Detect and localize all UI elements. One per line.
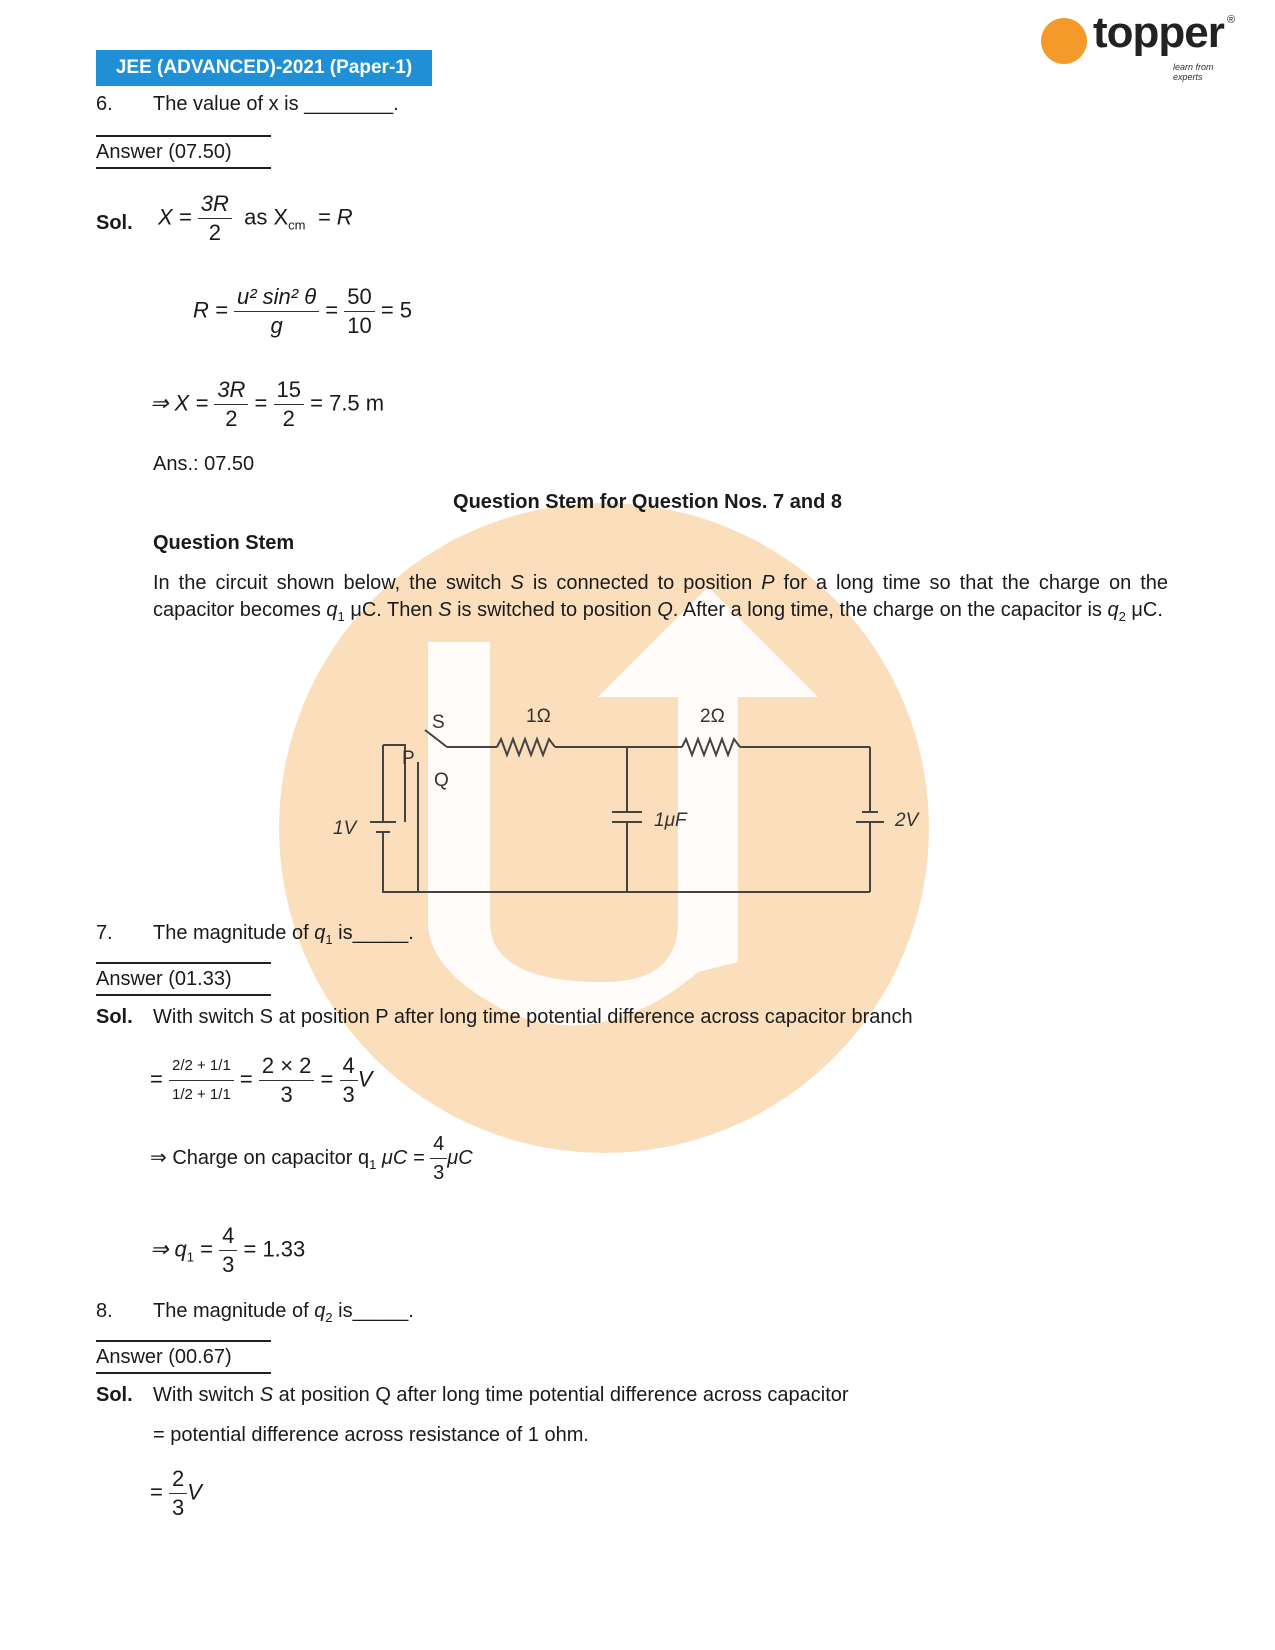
fraction — [344, 283, 374, 340]
label-p: P — [402, 748, 415, 769]
eq-text: ⇒ Charge on capacitor q — [150, 1146, 370, 1169]
label-s: S — [432, 712, 445, 733]
q8-sub: 2 — [325, 1310, 333, 1325]
q7-eq3 — [150, 1222, 305, 1279]
fraction — [430, 1130, 447, 1187]
stem-text: μC. Then — [344, 599, 439, 621]
numerator: 4 — [219, 1222, 237, 1251]
circuit-diagram — [300, 680, 940, 900]
q7-sol-label: Sol. — [96, 1006, 133, 1028]
logo-tagline: learn from experts — [1173, 62, 1214, 82]
divider — [96, 962, 271, 964]
stem-text: In the circuit shown below, the switch — [153, 572, 511, 594]
eq-text: = — [150, 1479, 163, 1505]
denominator: 2 — [208, 220, 221, 245]
q7-text — [153, 922, 414, 947]
eq-unit: V — [357, 1066, 373, 1092]
denominator: 3 — [222, 1252, 235, 1277]
eq-text: ⇒ X = — [150, 390, 209, 416]
q8-var: q — [314, 1300, 326, 1322]
q8-sol-line2: = potential difference across resistance of 1 ohm. — [153, 1424, 589, 1446]
q8-text — [153, 1300, 414, 1325]
numerator: u² sin² θ — [234, 283, 319, 312]
denominator: 10 — [347, 313, 372, 338]
q8-text-part: is_____. — [332, 1300, 414, 1322]
fraction — [259, 1052, 315, 1109]
numerator: 2 — [169, 1465, 187, 1494]
divider — [96, 994, 271, 996]
stem-sub: 1 — [337, 609, 345, 624]
q8-number: 8. — [96, 1300, 113, 1322]
stem-title: Question Stem for Question Nos. 7 and 8 — [453, 491, 842, 513]
eq-text: μC = — [381, 1146, 425, 1169]
q7-number: 7. — [96, 922, 113, 944]
q8-text-part: The magnitude of — [153, 1300, 315, 1322]
q8-eq — [150, 1465, 202, 1522]
q8-answer: Answer (00.67) — [96, 1346, 232, 1368]
q6-eq1 — [158, 190, 353, 247]
numerator: 50 — [344, 283, 374, 312]
denominator: 1/2 + 1/1 — [171, 1086, 231, 1103]
numerator: 4 — [340, 1052, 358, 1081]
wire — [383, 832, 418, 892]
stem-paragraph — [153, 570, 1168, 630]
q6-text: The value of x is ________. — [153, 93, 399, 115]
eq-unit: μC — [447, 1146, 473, 1169]
numerator: 3R — [198, 190, 232, 219]
stem-text: μC. — [1125, 599, 1163, 621]
logo-u-icon — [1041, 18, 1087, 64]
q7-sol-text: With switch S at position P after long time potential difference across capacitor branch — [153, 1006, 913, 1028]
eq-text: = 5 — [380, 297, 413, 323]
numerator: 3R — [214, 376, 248, 405]
label-cap: 1μF — [654, 810, 687, 831]
stem-text: for a long time so that the charge on the capacitor becomes — [153, 572, 1168, 621]
eq-sub: 1 — [186, 1249, 195, 1265]
denominator: g — [270, 313, 283, 338]
stem-var: P — [761, 572, 775, 594]
denominator: 3 — [171, 1495, 185, 1520]
logo-registered: ® — [1227, 14, 1236, 26]
numerator: 4 — [430, 1130, 447, 1159]
resistor-1ohm — [497, 739, 555, 755]
divider — [96, 1340, 271, 1342]
q8-sol-text — [153, 1384, 849, 1407]
label-r1: 1Ω — [526, 706, 551, 727]
q6-eq3: ⇒ X = $\frac{3R}{2}$ = $\frac{15}{2}$ = 7.5 m — [150, 377, 385, 431]
numerator: 2/2 + 1/1 — [169, 1052, 234, 1081]
q6-number: 6. — [96, 93, 113, 115]
eq-text: = R — [317, 204, 353, 230]
numerator: 2 × 2 — [259, 1052, 315, 1081]
stem-var: S — [510, 572, 524, 594]
stem-text: is connected to position — [523, 572, 762, 594]
q6-ans: Ans.: 07.50 — [153, 453, 255, 475]
fraction — [219, 1222, 237, 1279]
stem-text: is switched to position — [451, 599, 658, 621]
fraction — [169, 1052, 234, 1109]
denominator: 3 — [342, 1082, 355, 1107]
denominator: 3 — [433, 1162, 445, 1184]
q6-answer: Answer (07.50) — [96, 141, 232, 163]
stem-subtitle: Question Stem — [153, 532, 295, 554]
logo-text: topper — [1093, 8, 1224, 57]
fraction — [234, 283, 319, 340]
eq-sub: cm — [288, 217, 306, 233]
q7-var: q — [314, 922, 326, 944]
stem-sub: 2 — [1118, 609, 1126, 624]
label-v1: 1V — [333, 818, 357, 839]
numerator: 15 — [274, 376, 304, 405]
q7-eq1: = $\frac{2/2 + 1/1}{1/2 + 1/1}$ = $\frac{2 \times 2}{3}$ = $\frac{4}{3}$ V — [150, 1053, 373, 1107]
q7-sub: 1 — [325, 932, 333, 947]
q6-eq2: R = $\frac{\text{u² sin² θ}}{g}$ = $\frac{50}{10}$ = 5 — [193, 284, 413, 338]
denominator: 3 — [280, 1082, 293, 1107]
divider — [96, 167, 271, 169]
label-v2: 2V — [895, 810, 919, 831]
eq-text: X = — [158, 204, 192, 230]
eq-text: = 7.5 m — [310, 390, 385, 416]
q8-sol-part: at position Q after long time potential difference across capacitor — [273, 1384, 849, 1406]
eq-text: as X — [244, 204, 289, 230]
fraction — [169, 1465, 187, 1522]
label-q: Q — [434, 770, 449, 791]
q8-sol-part: With switch — [153, 1384, 260, 1406]
eq-text: = — [194, 1236, 213, 1262]
q8-sol-label: Sol. — [96, 1384, 133, 1406]
resistor-2ohm — [682, 739, 740, 755]
denominator: 2 — [282, 406, 295, 431]
label-r2: 2Ω — [700, 706, 725, 727]
q6-sol-label: Sol. — [96, 212, 133, 234]
topper-logo — [1037, 8, 1237, 82]
stem-var: S — [438, 599, 452, 621]
fraction — [274, 376, 304, 433]
fraction — [340, 1052, 358, 1109]
exam-label: JEE (ADVANCED)-2021 (Paper-1) — [96, 50, 432, 86]
q7-answer: Answer (01.33) — [96, 968, 232, 990]
eq-sub: 1 — [369, 1156, 377, 1172]
q7-text-part: is_____. — [332, 922, 414, 944]
eq-unit: V — [187, 1479, 202, 1505]
stem-var: Q — [657, 599, 673, 621]
eq-text: = — [150, 1066, 163, 1092]
divider — [96, 135, 271, 137]
fraction — [198, 190, 232, 247]
q8-sol-var: S — [259, 1384, 274, 1406]
eq-text: = 1.33 — [243, 1236, 306, 1262]
stem-text: . After a long time, the charge on the capacitor is — [672, 599, 1108, 621]
q7-eq2 — [150, 1130, 473, 1187]
denominator: 2 — [225, 406, 238, 431]
stem-var: q — [326, 599, 338, 621]
eq-text: ⇒ q — [150, 1236, 187, 1262]
q7-text-part: The magnitude of — [153, 922, 315, 944]
fraction — [214, 376, 248, 433]
stem-var: q — [1107, 599, 1119, 621]
divider — [96, 1372, 271, 1374]
eq-text: R = — [193, 297, 228, 323]
